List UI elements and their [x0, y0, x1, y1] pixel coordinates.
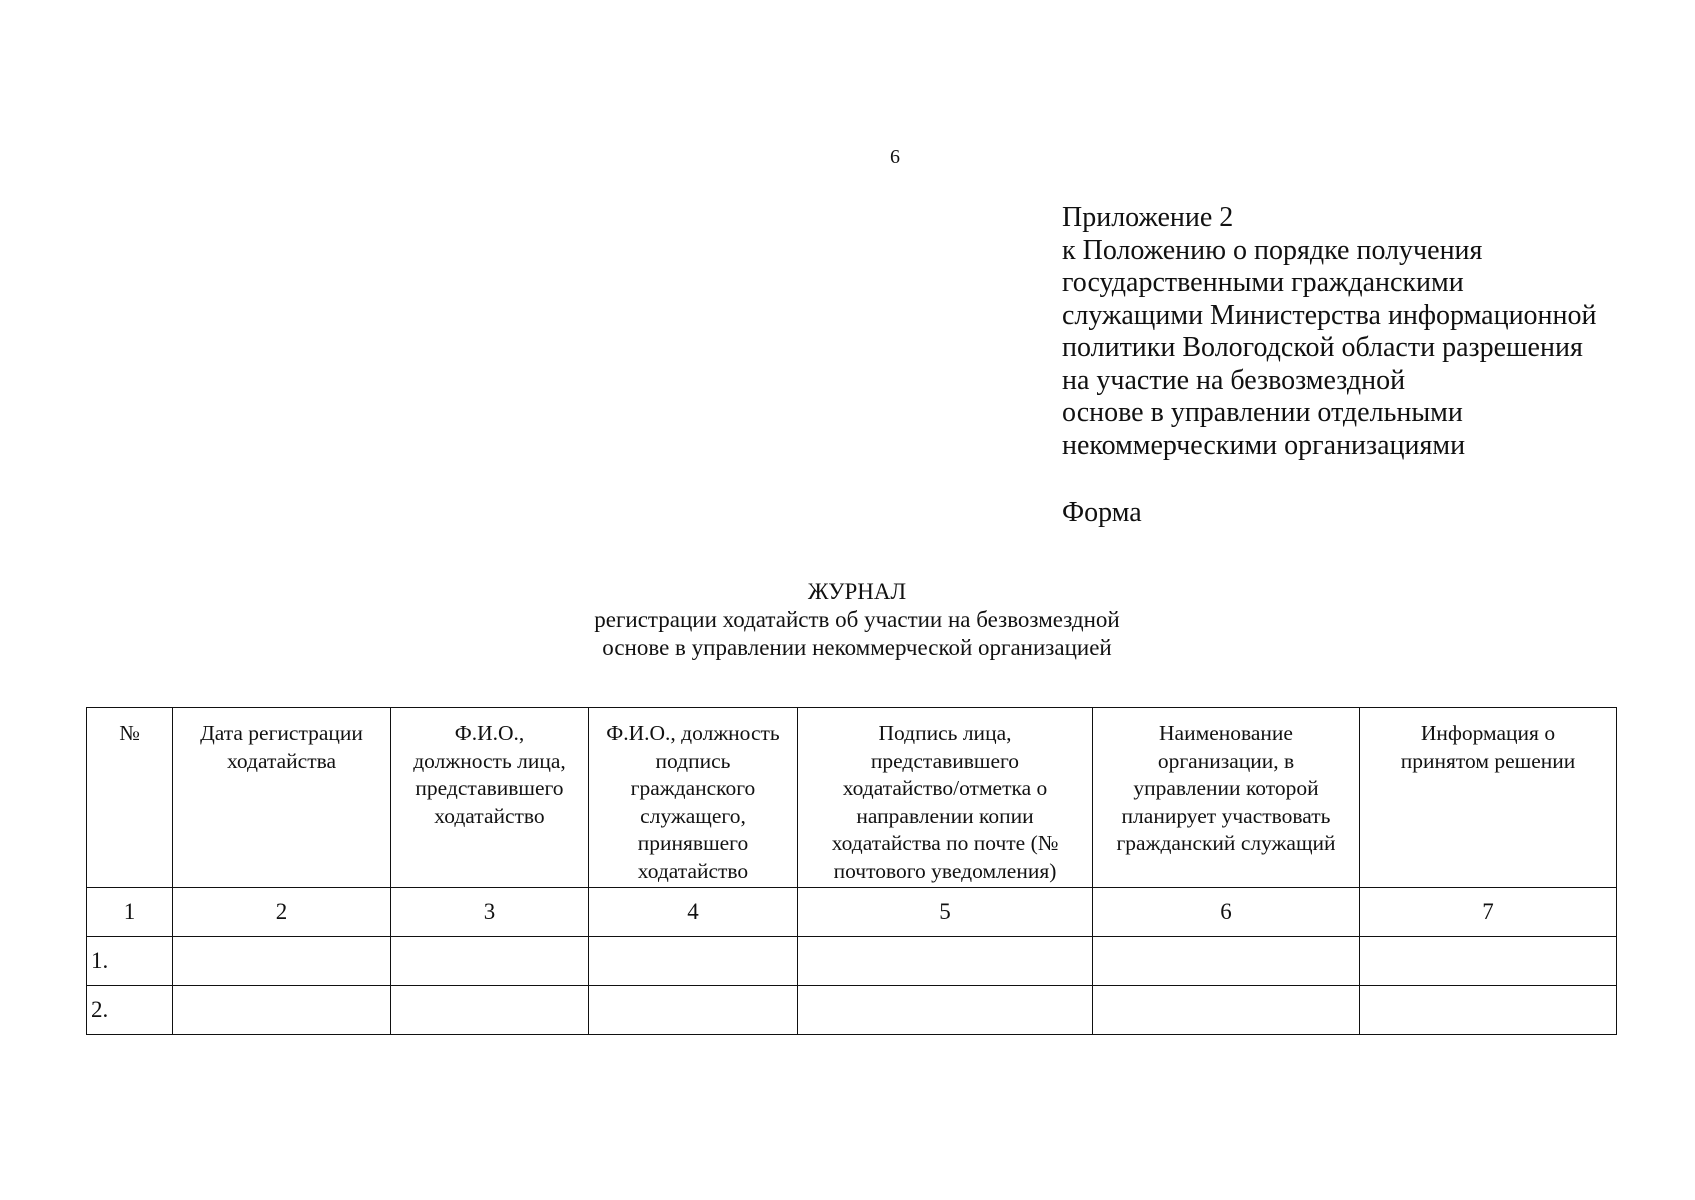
header-line: гражданского — [630, 776, 756, 800]
table-cell — [391, 937, 589, 986]
header-line: планирует участвовать — [1121, 803, 1331, 828]
header-line: № — [119, 721, 140, 745]
header-applicant-signature-postal-mark — [798, 708, 1093, 888]
header-line: служащего, — [640, 803, 746, 828]
header-registration-date — [173, 708, 391, 888]
column-number: 3 — [391, 888, 589, 937]
table-cell — [798, 986, 1093, 1035]
table-cell-row-number: 1. — [87, 937, 173, 986]
header-decision-info — [1360, 708, 1617, 888]
appendix-line: на участие на безвозмездной — [1062, 364, 1406, 396]
header-line: Подпись лица, — [878, 721, 1012, 745]
table-cell — [589, 937, 798, 986]
appendix-line: основе в управлении отдельными — [1062, 397, 1463, 428]
header-line: Ф.И.О., — [454, 721, 525, 745]
journal-heading — [0, 578, 1695, 662]
table-cell — [1360, 937, 1617, 986]
header-line: Ф.И.О., должность — [606, 721, 780, 745]
table-cell — [798, 937, 1093, 986]
header-line: ходатайство — [637, 858, 749, 883]
header-line: представившего — [415, 776, 564, 800]
header-applicant-name-position — [391, 708, 589, 888]
column-number: 7 — [1360, 888, 1617, 937]
header-line: подпись — [655, 748, 731, 773]
column-number: 6 — [1093, 888, 1360, 937]
register-table — [86, 707, 1617, 1035]
appendix-line: к Положению о порядке получения — [1062, 234, 1483, 266]
table-cell — [589, 986, 798, 1035]
header-row — [87, 708, 1617, 888]
header-line: представившего — [870, 748, 1020, 773]
header-line: Дата регистрации — [200, 721, 363, 745]
appendix-line: служащими Министерства информационной — [1062, 299, 1597, 331]
header-line: принятом решении — [1400, 748, 1576, 773]
appendix-line: некоммерческими организациями — [1062, 429, 1466, 461]
form-label: Форма — [1062, 497, 1142, 528]
header-line: Наименование — [1159, 721, 1293, 745]
header-line: гражданский служащий — [1116, 831, 1336, 855]
table-row — [87, 986, 1617, 1035]
page-number: 6 — [890, 146, 900, 168]
header-line: ходатайства по почте (№ — [831, 831, 1059, 855]
table-cell — [391, 986, 589, 1035]
column-number-row — [87, 888, 1617, 937]
appendix-line: государственными гражданскими — [1062, 267, 1464, 298]
appendix-line: политики Вологодской области разрешения — [1062, 332, 1583, 363]
column-number: 4 — [589, 888, 798, 937]
column-number: 2 — [173, 888, 391, 937]
table-cell-row-number: 2. — [87, 986, 173, 1035]
journal-subtitle-line: регистрации ходатайств об участии на безвозмездной — [594, 607, 1120, 632]
column-number: 1 — [87, 888, 173, 937]
journal-title: ЖУРНАЛ — [807, 579, 907, 604]
appendix-line: Приложение 2 — [1062, 202, 1234, 233]
header-line: Информация о — [1420, 721, 1556, 745]
table-cell — [1360, 986, 1617, 1035]
appendix-caption — [1062, 202, 1662, 462]
column-number: 5 — [798, 888, 1093, 937]
header-organization-name — [1093, 708, 1360, 888]
table-row — [87, 937, 1617, 986]
table-cell — [1093, 937, 1360, 986]
header-line: ходатайство/отметка о — [842, 776, 1048, 800]
header-line: направлении копии — [856, 803, 1034, 828]
header-line: почтового уведомления) — [833, 858, 1057, 883]
header-line: ходатайства — [226, 748, 337, 773]
header-number — [87, 708, 173, 888]
header-line: принявшего — [637, 831, 749, 855]
header-line: управлении которой — [1133, 776, 1319, 800]
header-line: ходатайство — [434, 803, 545, 828]
table-cell — [1093, 986, 1360, 1035]
journal-subtitle-line: основе в управлении некоммерческой организацией — [602, 635, 1112, 660]
header-receiver-name-position-signature — [589, 708, 798, 888]
header-line: организации, в — [1157, 748, 1295, 773]
header-line: должность лица, — [413, 748, 566, 773]
table-cell — [173, 937, 391, 986]
table-cell — [173, 986, 391, 1035]
